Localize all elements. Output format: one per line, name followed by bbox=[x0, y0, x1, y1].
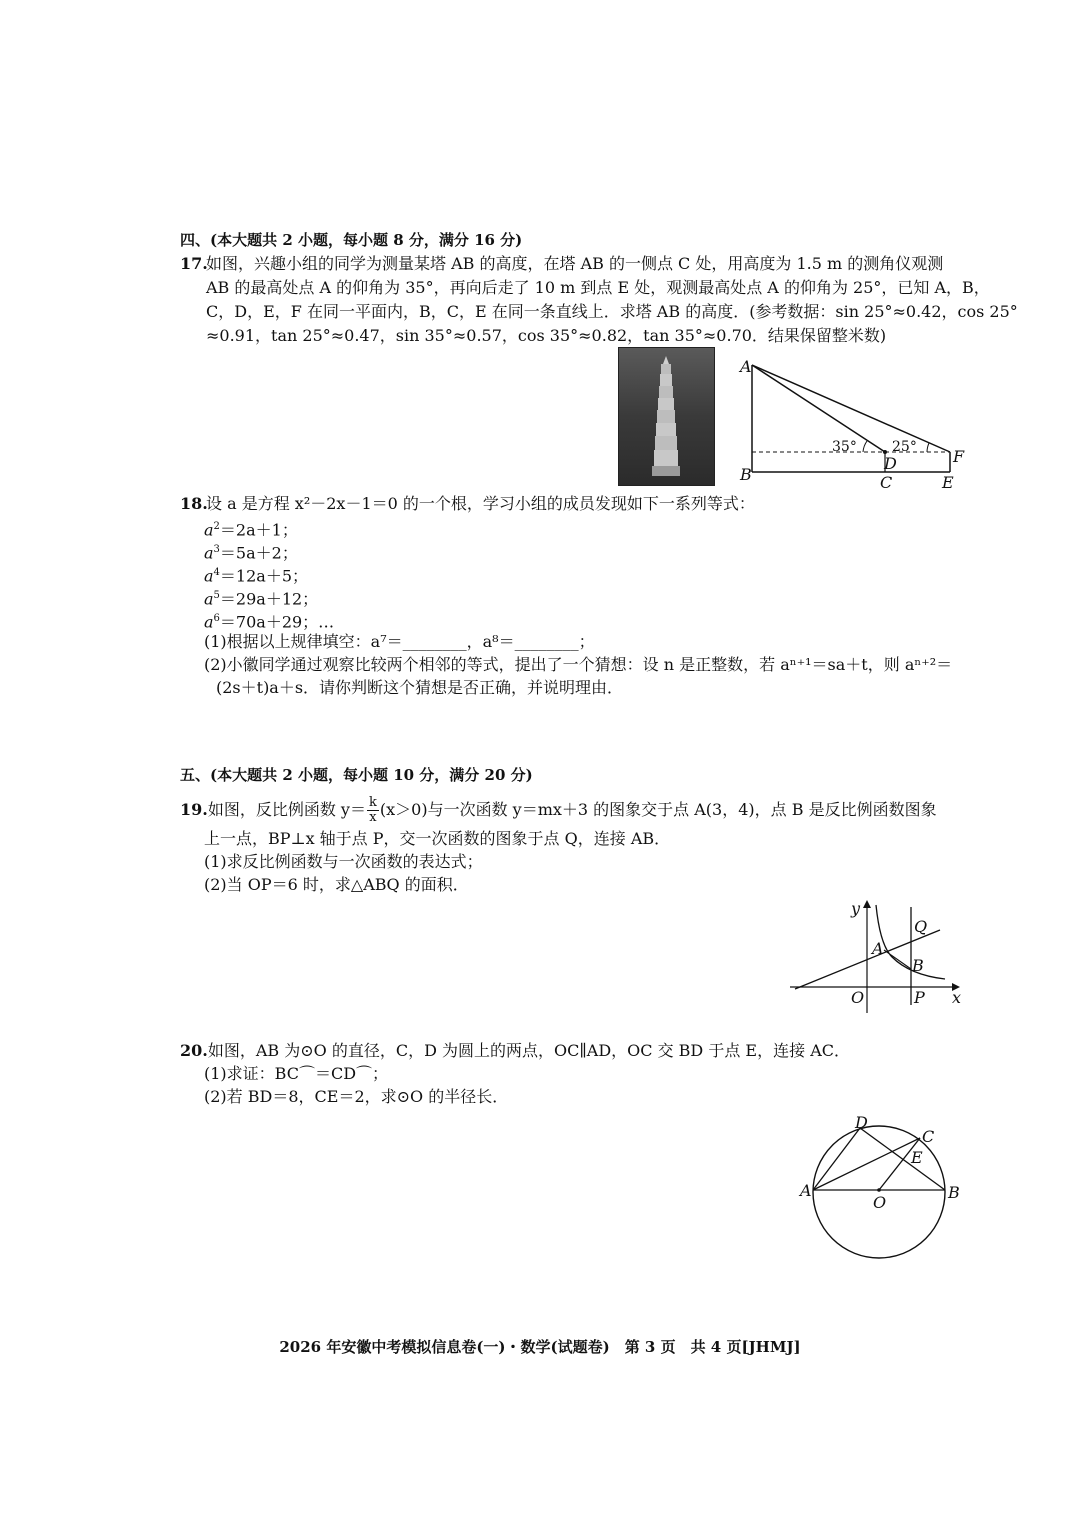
q20-part-2: (2)若 BD＝8，CE＝2，求⊙O 的半径长． bbox=[204, 1087, 509, 1106]
q19-label-Q: Q bbox=[914, 917, 928, 936]
q19-label-y: y bbox=[851, 899, 861, 918]
q17-label-D: D bbox=[884, 454, 897, 473]
q17-label-A: A bbox=[740, 357, 752, 376]
q17-line-3: C，D，E，F 在同一平面内，B，C，E 在同一条直线上．求塔 AB 的高度．(参考数据：sin 25°≈0.42，cos 25° bbox=[206, 302, 1018, 321]
q20-label-D: D bbox=[855, 1113, 868, 1132]
q18-number: 18. bbox=[180, 494, 208, 513]
q17-number: 17. bbox=[180, 254, 208, 273]
q18-eq-2: $a^3=5a+2$； bbox=[204, 543, 298, 563]
k-over-x-fraction: $\frac{k}{x}$ bbox=[368, 795, 377, 825]
pagoda-image bbox=[649, 356, 683, 476]
q17-figure bbox=[735, 355, 970, 490]
q20-label-A: A bbox=[800, 1181, 812, 1200]
q18-eq-3: $a^4=12a+5$； bbox=[204, 566, 309, 586]
q17-line-1: 如图，兴趣小组的同学为测量某塔 AB 的高度，在塔 AB 的一侧点 C 处，用高度为 1.5 m 的测角仪观测 bbox=[206, 254, 944, 273]
q18-eq-5: $a^6=70a+29$；… bbox=[204, 612, 335, 632]
q18-part-2-line-2: (2s＋t)a＋s．请你判断这个猜想是否正确，并说明理由． bbox=[216, 678, 624, 697]
q18-part-2-line-1: (2)小徽同学通过观察比较两个相邻的等式，提出了一个猜想：设 n 是正整数，若 aⁿ⁺¹＝sa＋t，则 aⁿ⁺²＝ bbox=[204, 655, 953, 674]
q20-label-O: O bbox=[873, 1193, 887, 1212]
q19-label-x: x bbox=[952, 988, 962, 1007]
section-5-header: 五、(本大题共 2 小题，每小题 10 分，满分 20 分) bbox=[180, 766, 533, 784]
q19-label-P: P bbox=[914, 988, 925, 1007]
q18-stem: 设 a 是方程 x²－2x－1＝0 的一个根，学习小组的成员发现如下一系列等式： bbox=[206, 494, 755, 513]
q17-line-2: AB 的最高处点 A 的仰角为 35°，再向后走了 10 m 到点 E 处，观测最高处点 A 的仰角为 25°，已知 A，B， bbox=[206, 278, 990, 297]
q20-part-1: (1)求证：BC⌒＝CD⌒； bbox=[204, 1064, 389, 1083]
page-footer: 2026 年安徽中考模拟信息卷(一)・数学(试题卷) 第 3 页 共 4 页[JHMJ] bbox=[279, 1338, 801, 1356]
pagoda-photo bbox=[618, 347, 715, 486]
q17-line-4: ≈0.91，tan 25°≈0.47，sin 35°≈0.57，cos 35°≈0.82，tan 35°≈0.70．结果保留整米数) bbox=[206, 326, 887, 345]
q17-angle-35: 35° bbox=[832, 439, 857, 455]
q17-label-C: C bbox=[880, 473, 893, 492]
q19-part-1: (1)求反比例函数与一次函数的表达式； bbox=[204, 852, 483, 871]
q19-line-2: 上一点，BP⊥x 轴于点 P，交一次函数的图象于点 Q，连接 AB． bbox=[204, 829, 671, 848]
q20-label-E: E bbox=[911, 1148, 923, 1167]
q20-label-B: B bbox=[948, 1183, 960, 1202]
q17-label-F: F bbox=[953, 447, 965, 466]
q19-label-A: A bbox=[872, 939, 884, 958]
q19-label-O: O bbox=[851, 988, 865, 1007]
q19-part-2: (2)当 OP＝6 时，求△ABQ 的面积． bbox=[204, 875, 469, 894]
section-4-header: 四、(本大题共 2 小题，每小题 8 分，满分 16 分) bbox=[180, 231, 523, 249]
q20-stem: 20.如图，AB 为⊙O 的直径，C，D 为圆上的两点，OC∥AD，OC 交 BD 于点 E，连接 AC． bbox=[180, 1041, 850, 1060]
q19-label-B: B bbox=[912, 956, 924, 975]
q18-eq-4: $a^5=29a+12$； bbox=[204, 589, 319, 609]
q18-part-1: (1)根据以上规律填空：a⁷＝________，a⁸＝________； bbox=[204, 632, 595, 651]
q20-label-C: C bbox=[922, 1127, 935, 1146]
q17-label-E: E bbox=[942, 473, 954, 492]
q17-label-B: B bbox=[740, 465, 752, 484]
q19-line-1: 19.如图，反比例函数 y＝ $\frac{k}{x}$ (x＞0)与一次函数 y＝mx＋3 的图象交于点 A(3，4)，点 B 是反比例函数图象 bbox=[180, 795, 937, 825]
q20-figure bbox=[800, 1110, 960, 1270]
q18-eq-1: $a^2=2a+1$； bbox=[204, 520, 298, 540]
q17-angle-25: 25° bbox=[892, 439, 917, 455]
